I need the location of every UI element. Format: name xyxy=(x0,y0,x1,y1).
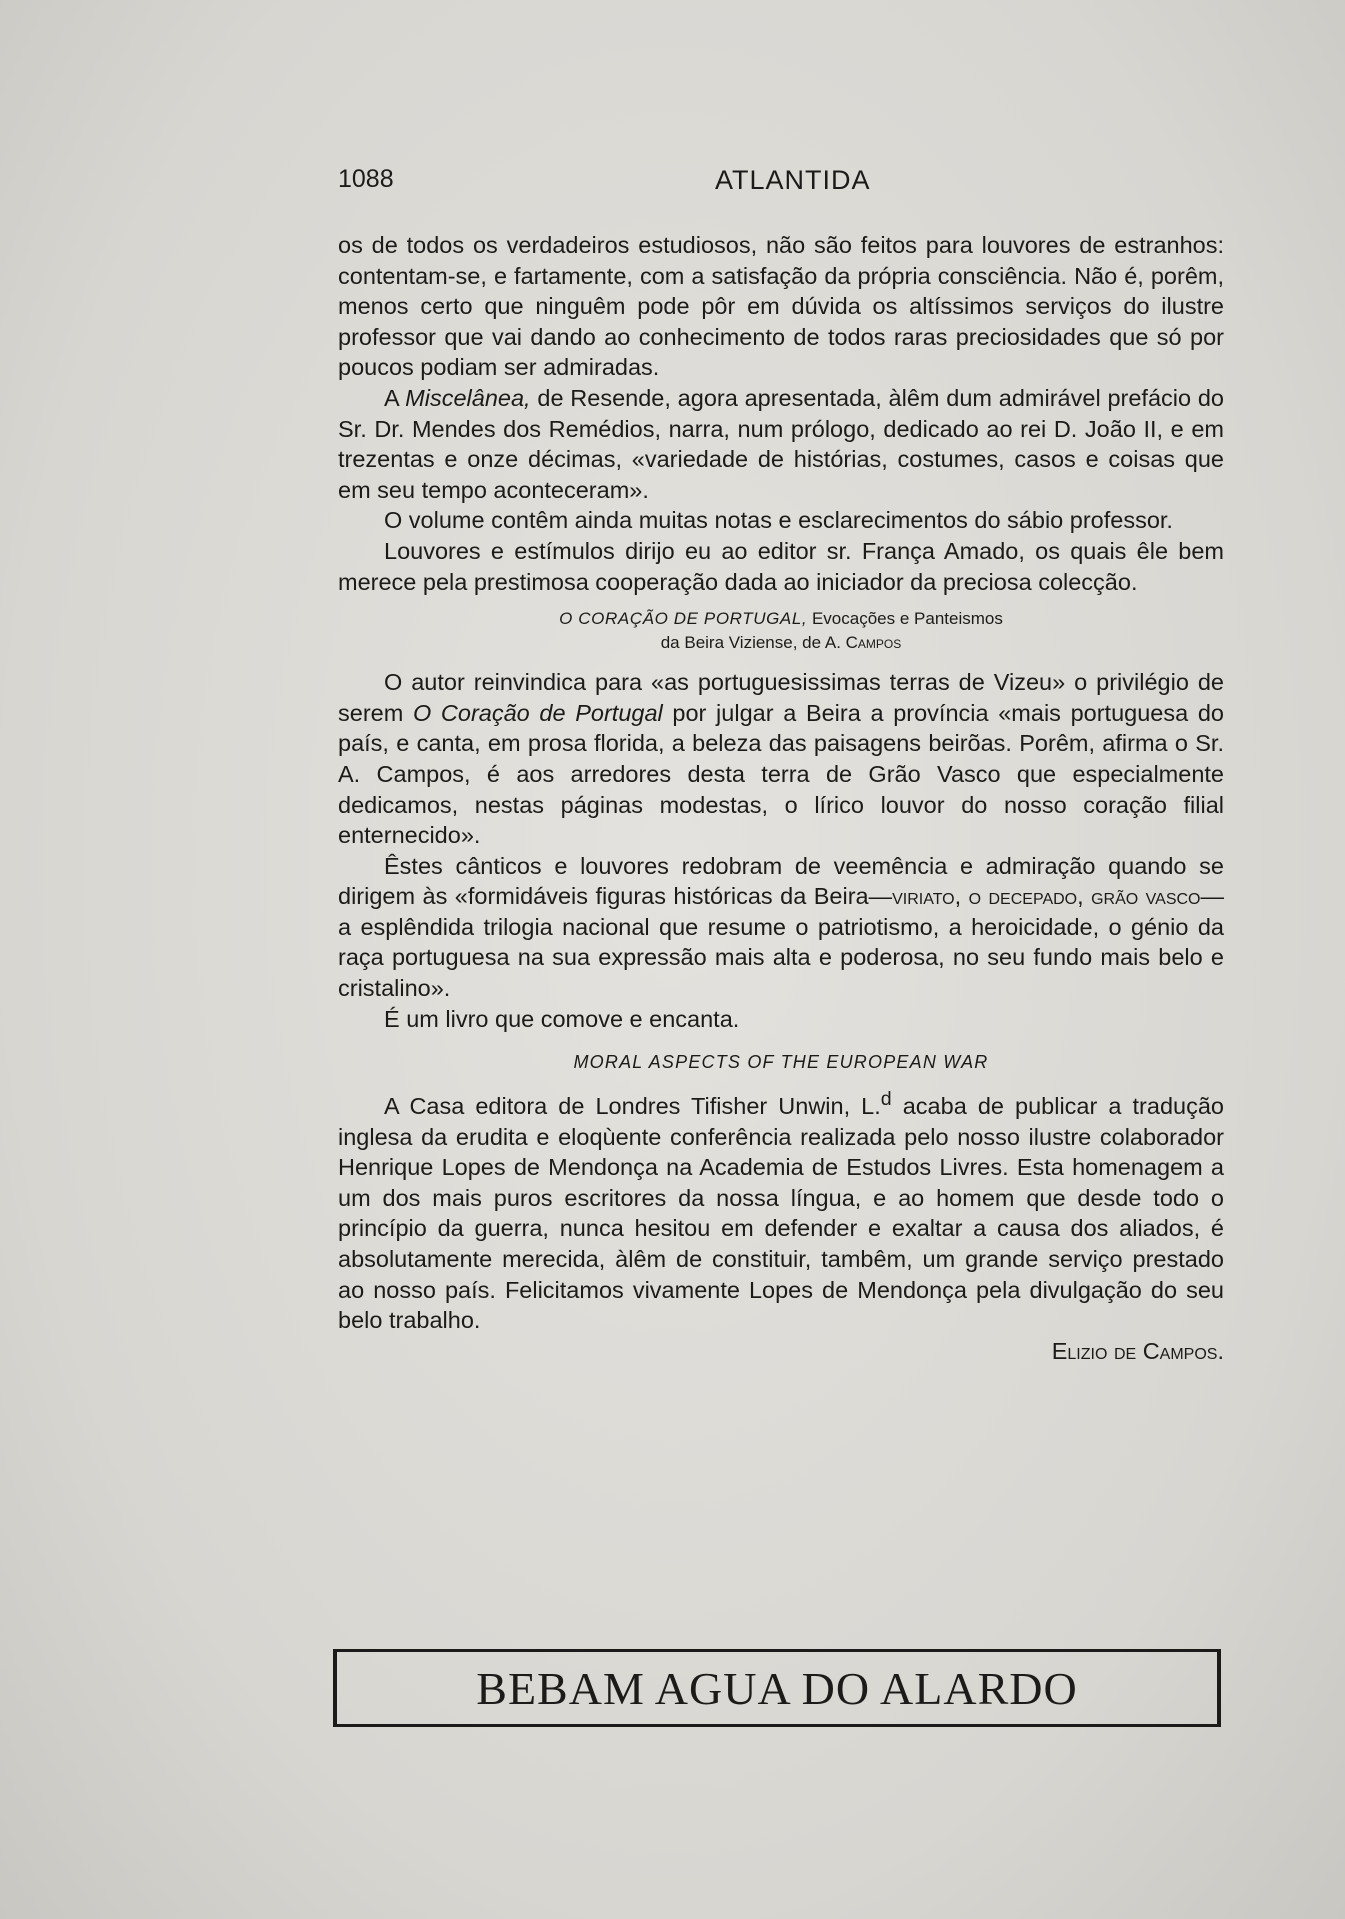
book-title: Miscelânea, xyxy=(405,384,531,411)
page-number: 1088 xyxy=(338,165,394,193)
paragraph-text: acaba de publicar a tradução inglesa da erudita e eloqùente conferência realizada pelo nosso ilustre colaborador Henrique Lopes de Mendonça na Academia de Estudos Livres. Esta homenagem a um dos mais puros escritores da nossa língua, e ao homem que desde todo o princípio da guerra, nunca hesitou em defender e exaltar a causa dos aliados, é absolutamente merecida, àlêm de constituir, tambêm, um grande serviço prestado ao nosso país. Felicitamos vivamente Lopes de Mendonça pela divulgação do seu belo trabalho. xyxy=(338,1093,1224,1334)
running-head xyxy=(338,165,1218,201)
signature: Elizio de Campos. xyxy=(1051,1337,1224,1364)
review-heading xyxy=(338,607,1224,655)
paragraph-text: O autor reinvindica para «as portuguesissimas terras de Vizeu» o privilégio de serem xyxy=(338,669,1224,726)
paragraph xyxy=(338,383,1224,505)
paragraph: O volume contêm ainda muitas notas e esclarecimentos do sábio professor. xyxy=(384,507,1173,534)
review-title: O CORAÇÃO DE PORTUGAL, xyxy=(559,609,808,629)
superscript: d xyxy=(880,1088,892,1111)
paragraph-text: A xyxy=(384,384,406,411)
advertisement-text: BEBAM AGUA DO ALARDO xyxy=(476,1662,1078,1714)
paragraph xyxy=(338,1084,1224,1336)
paragraph-text: de Resende, agora apresentada, àlêm dum admirável prefácio do Sr. Dr. Mendes dos Remédios, narra, num prólogo, dedicado ao rei D. João II, e em trezentas e onze décimas, «variedade de histórias, costumes, casos e coisas que em seu tempo aconteceram». xyxy=(338,384,1224,503)
paragraph: os de todos os verdadeiros estudiosos, não são feitos para louvores de estranhos: contentam-se, e fartamente, com a satisfação da própria consciência. Não é, porêm, menos certo que ninguêm pode pôr em dúvida os altíssimos serviços do ilustre professor que vai dando ao conhecimento de todos raras preciosidades que só por poucos podiam ser admiradas. xyxy=(338,232,1224,381)
journal-title: ATLANTIDA xyxy=(715,165,871,195)
review-subtitle: da Beira Viziense, de A. xyxy=(660,633,846,653)
book-title: O Coração de Portugal xyxy=(412,699,663,726)
paragraph: Louvores e estímulos dirijo eu ao editor sr. França Amado, os quais êle bem merece pela prestimosa cooperação dada ao iniciador da preciosa colecção. xyxy=(338,537,1224,595)
paragraph-text: —a esplêndida trilogia nacional que resume o patriotismo, a heroicidade, o génio da raça portuguesa na sua expressão mais alta e poderosa, no seu fundo mais belo e cristalino». xyxy=(338,883,1224,1002)
paragraph-text: por julgar a Beira a província «mais portuguesa do país, e canta, em prosa florida, a beleza das paisagens beirõas. Porêm, afirma o Sr. A. Campos, é aos arredores desta terra de Grão Vasco que especialmente dedicamos, nestas páginas modestas, o lírico louvor do nosso coração filial enternecido». xyxy=(338,699,1224,849)
paragraph xyxy=(338,667,1224,851)
advertisement-box xyxy=(333,1649,1221,1727)
figure-names: viriato, o decepado, grão vasco xyxy=(892,883,1201,910)
review-heading: MORAL ASPECTS OF THE EUROPEAN WAR xyxy=(573,1052,989,1073)
review-author: Campos xyxy=(845,633,902,653)
review-subtitle: Evocações e Panteismos xyxy=(807,609,1003,629)
paragraph-text: A Casa editora de Londres Tifisher Unwin, L. xyxy=(384,1093,881,1120)
article-body xyxy=(338,230,1224,1366)
paragraph xyxy=(338,851,1224,1004)
paragraph-text: Êstes cânticos e louvores redobram de veemência e admiração quando se dirigem às «formidáveis figuras históricas da Beira— xyxy=(338,852,1224,910)
paragraph: É um livro que comove e encanta. xyxy=(384,1005,740,1032)
